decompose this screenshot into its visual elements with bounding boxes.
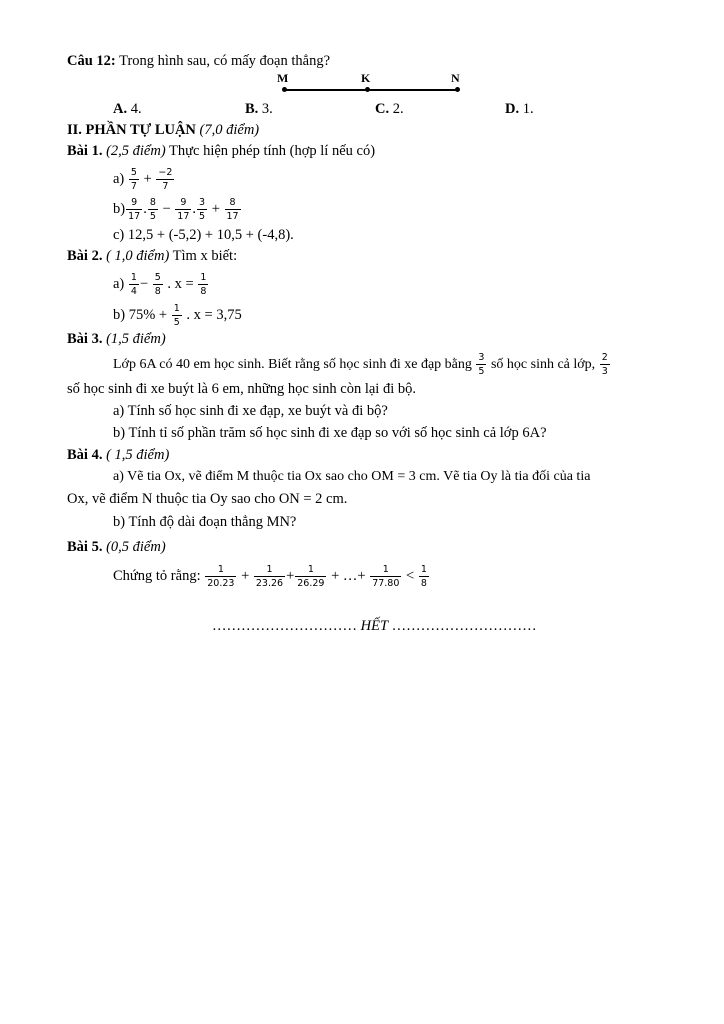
fraction: $\frac{9}{17}$ <box>177 197 190 223</box>
bai-1-heading <box>67 142 375 160</box>
item-prefix: b) 75% + <box>113 307 168 323</box>
segment-figure <box>270 70 470 98</box>
option-letter: D. <box>505 101 520 117</box>
bai-1b <box>113 194 242 224</box>
paragraph-text: số học sinh cả lớp, <box>490 357 596 372</box>
section-heading <box>67 121 259 139</box>
item-prefix: a) <box>113 171 125 187</box>
fraction: $\frac{8}{17}$ <box>226 197 239 223</box>
bai-4a-line-2: Ox, vẽ điểm N thuộc tia Oy sao cho ON = 2 cm. <box>67 491 348 507</box>
problem-text: Tìm x biết: <box>172 248 238 264</box>
bai-1c: c) 12,5 + (-5,2) + 10,5 + (-4,8). <box>113 227 294 243</box>
end-dots: ………………………… <box>391 618 537 634</box>
end-word: HẾT <box>360 618 389 634</box>
section-title: II. PHẦN TỰ LUẬN <box>67 122 196 138</box>
option-c <box>375 100 404 118</box>
problem-label: Bài 3. <box>67 331 103 347</box>
bai-3-heading <box>67 330 166 348</box>
fraction: $\frac{1}{8}$ <box>420 564 427 590</box>
point-label-n: N <box>451 71 460 85</box>
operator: + <box>241 568 250 584</box>
fraction: $\frac{1}{23.26}$ <box>255 564 284 590</box>
operator: . <box>143 201 147 217</box>
end-marker <box>212 617 537 635</box>
option-letter: B. <box>245 101 259 117</box>
point-label-k: K <box>361 71 371 85</box>
paragraph-text: Lớp 6A có 40 em học sinh. Biết rằng số học sinh đi xe đạp bằng <box>113 357 472 372</box>
point-label-m: M <box>277 71 289 85</box>
question-12 <box>67 52 330 70</box>
fraction: $\frac{1}{77.80}$ <box>372 564 400 590</box>
item-prefix: b) <box>113 201 126 217</box>
point-k <box>365 87 370 92</box>
problem-points: (1,5 điểm) <box>106 331 166 347</box>
problem-label: Bài 5. <box>67 539 103 555</box>
option-letter: C. <box>375 101 390 117</box>
operator: − <box>162 201 171 217</box>
fraction: $\frac{5}{7}$ <box>130 167 137 193</box>
problem-points: (0,5 điểm) <box>106 539 166 555</box>
fraction: $\frac{3}{5}$ <box>199 197 206 223</box>
bai-4b: b) Tính độ dài đoạn thẳng MN? <box>113 514 297 530</box>
end-dots: ………………………… <box>212 618 357 634</box>
operator: − <box>139 276 149 292</box>
question-text: Trong hình sau, có mấy đoạn thẳng? <box>119 53 331 69</box>
problem-text: Thực hiện phép tính (hợp lí nếu có) <box>169 143 376 159</box>
item-prefix: a) <box>113 276 125 292</box>
option-letter: A. <box>113 101 128 117</box>
bai-2b <box>113 300 242 330</box>
problem-label: Bài 4. <box>67 447 103 463</box>
option-b <box>245 100 273 118</box>
option-d <box>505 100 534 118</box>
problem-points: ( 1,5 điểm) <box>106 447 170 463</box>
operator: + <box>286 568 295 584</box>
fraction: $\frac{1}{20.23}$ <box>207 564 235 590</box>
section-points: (7,0 điểm) <box>199 122 260 138</box>
option-value: 4. <box>130 101 142 117</box>
fraction: $\frac{8}{5}$ <box>149 197 156 223</box>
bai-2a <box>113 269 209 299</box>
bai-3a: a) Tính số học sinh đi xe đạp, xe buýt và đi bộ? <box>113 403 388 419</box>
question-label: Câu 12: <box>67 53 116 69</box>
fraction: $\frac{1}{4}$ <box>130 272 137 298</box>
fraction: $\frac{1}{26.29}$ <box>297 564 325 590</box>
problem-text: Chứng tỏ rằng: <box>113 568 201 584</box>
option-value: 2. <box>392 101 404 117</box>
fraction: $\frac{5}{8}$ <box>154 272 161 298</box>
option-value: 1. <box>522 101 534 117</box>
segment-line <box>284 89 458 91</box>
point-m <box>282 87 287 92</box>
fraction: $\frac{3}{5}$ <box>478 352 485 378</box>
bai-1a <box>113 164 175 194</box>
bai-3b: b) Tính tỉ số phần trăm số học sinh đi xe đạp so với số học sinh cả lớp 6A? <box>113 425 547 441</box>
problem-points: ( 1,0 điểm) <box>106 248 170 264</box>
operator: + <box>143 171 152 187</box>
bai-3-paragraph-line-1 <box>113 350 611 380</box>
fraction: $\frac{2}{3}$ <box>601 352 608 378</box>
bai-4a-line-1: a) Vẽ tia Ox, vẽ điểm M thuộc tia Ox sao cho OM = 3 cm. Vẽ tia Oy là tia đối của tia <box>113 469 591 484</box>
expression-text: . x = <box>167 276 194 292</box>
operator: + …+ <box>331 568 366 584</box>
operator: + <box>211 201 220 217</box>
problem-points: (2,5 điểm) <box>106 143 166 159</box>
point-n <box>455 87 460 92</box>
bai-3-paragraph-line-2: số học sinh đi xe buýt là 6 em, những học sinh còn lại đi bộ. <box>67 381 416 397</box>
bai-5-inequality <box>113 561 430 591</box>
fraction: $\frac{1}{8}$ <box>200 272 207 298</box>
option-value: 3. <box>261 101 273 117</box>
operator: < <box>406 568 415 584</box>
bai-2-heading <box>67 247 237 265</box>
bai-5-heading <box>67 538 166 556</box>
fraction: $\frac{-2}{7}$ <box>158 167 173 193</box>
expression-text: . x = 3,75 <box>186 307 242 323</box>
problem-label: Bài 2. <box>67 248 103 264</box>
operator: . <box>192 201 197 217</box>
option-a <box>113 100 142 118</box>
bai-4-heading <box>67 446 169 464</box>
fraction: $\frac{9}{17}$ <box>128 197 141 223</box>
fraction: $\frac{1}{5}$ <box>173 303 180 329</box>
problem-label: Bài 1. <box>67 143 103 159</box>
